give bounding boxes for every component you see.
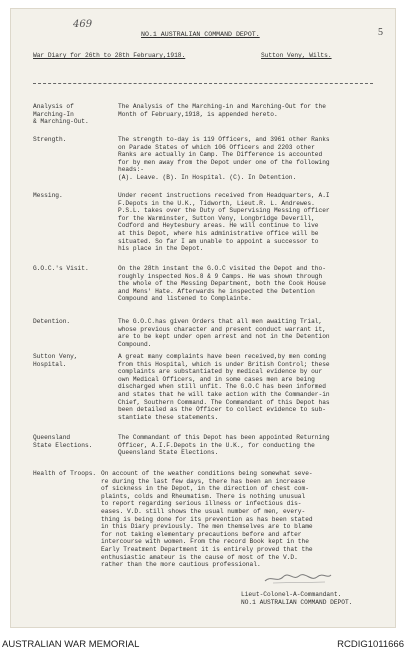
diary-period: War Diary for 26th to 28th February,1918. <box>33 52 186 59</box>
unit-title: NO.1 AUSTRALIAN COMMAND DEPOT. <box>141 31 260 38</box>
entry-text: The G.O.C.has given Orders that all men awaiting Trial, whose previous character and present conduct warrant it, are to be kept under open arrest and not in the Detention Compound. <box>118 318 330 348</box>
entry-label: Health of Troops. <box>33 470 97 477</box>
entry-text: On account of the weather conditions being somewhat seve- re during the last few days, there has been an increase of sickness in the Depot, in the direction of chest com- plaints, colds and Rheumatism. There is nothing unusual to report regarding serious illness or infectious dis- eases. V.D. still shows the usual number of men, every- thing is being done for its prevention as has been stated in this Diary previously. The men themselves are to blame for not taking elementary precautions before and after intercourse with women. From the record Book kept in the Early Treatment Department it is entirely proved that the enthusiastic amateur is the cause of most of the V.D. rather than the more cautious professional. <box>101 470 313 569</box>
handwritten-folio-number: 469 <box>73 19 93 30</box>
entry-text: The strength to-day is 119 Officers, and 3961 other Ranks on Parade States of which 106 Officers and 2203 other Ranks are actually in Camp. The Difference is accounted for by men away from the Depot under one of the following heads:- (A). Leave. (B). In Hospital. (C). In Detention. <box>118 136 330 181</box>
entry-text: On the 28th instant the G.O.C visited the Depot and tho- roughly inspected Nos.8 & 9 Camps. He was shown through the whole of the Messing Department, both the Cook House and Mens' Hate. Afterwards he inspected the Detention Compound and listened to Complainte. <box>118 265 326 303</box>
footer-record-id: RCDIG1011666 <box>337 639 404 650</box>
entry-text: A great many complaints have been received,by men coming from this Hospital, which is under British Control; these complaints are substantiated by medical evidence by our own Medical Officers, and in some cases men are being discharged when still unfit. The G.O.C has been informed and states that he will take action with the Commander-in Chief, Southern Command. The Commandant of this Depot has been detailed as the Officer to collect evidence to sub- stantiate these statements. <box>118 353 330 421</box>
header-divider <box>33 83 373 84</box>
entry-text: Under recent instructions received from Headquarters, A.I F.Depots in the U.K., Tidworth, Lieut.R. L. Andrewes. P.S.L. takes over the Duty of Supervising Messing officer for the Warminster, Sutton Veny, Longbridge Deverill, Codford and Heytesbury areas. He will continue to live at this Depot, where his administrative office will be situated. So far I am unable to appoint a successor to his place in the Depot. <box>118 192 330 253</box>
signature-block: Lieut-Colonel-A-Commandant. NO.1 AUSTRALIAN COMMAND DEPOT. <box>241 591 353 606</box>
entry-label: Detention. <box>33 318 71 325</box>
entry-label: Queensland State Elections. <box>33 434 93 449</box>
diary-location: Sutton Veny, Wilts. <box>261 52 332 59</box>
handwritten-signature <box>263 571 333 585</box>
footer-institution: AUSTRALIAN WAR MEMORIAL <box>2 639 140 650</box>
entry-text: The Commandant of this Depot has been appointed Returning Officer, A.I.F.Depots in the U.K., for conducting the Queensland State Elections. <box>118 434 330 457</box>
entry-label: Analysis of Marching-In & Marching-Out. <box>33 103 89 126</box>
entry-label: Sutton Veny, Hospital. <box>33 353 78 368</box>
diary-page <box>10 8 396 628</box>
page-number: 5 <box>378 27 383 38</box>
entry-text: The Analysis of the Marching-in and Marching-Out for the Month of February,1918, is appended hereto. <box>118 103 326 118</box>
entry-label: G.O.C.'s Visit. <box>33 265 89 272</box>
entry-label: Messing. <box>33 192 63 199</box>
archive-footer <box>0 636 408 654</box>
entry-label: Strength. <box>33 136 67 143</box>
